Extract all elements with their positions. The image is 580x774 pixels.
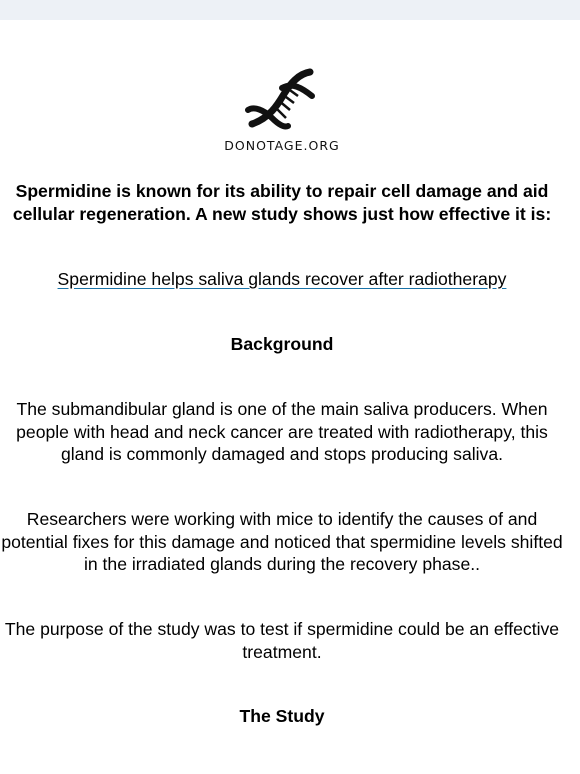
- study-link-container: [0, 268, 564, 291]
- paragraph-3: The purpose of the study was to test if spermidine could be an effective treatment.: [4, 619, 560, 662]
- article-headline: Spermidine is known for its ability to repair cell damage and aid cellular regeneration. A new study shows just how effective it is:: [12, 181, 552, 224]
- logo-text: DONOTAGE.ORG: [224, 138, 340, 153]
- paragraph-1: The submandibular gland is one of the main saliva producers. When people with head and neck cancer are treated with radiotherapy, this gland is commonly damaged and stops producing saliva.: [16, 399, 548, 464]
- study-link[interactable]: Spermidine helps saliva glands recover after radiotherapy: [57, 269, 507, 289]
- background-heading: Background: [230, 334, 334, 354]
- dna-icon: [242, 66, 322, 136]
- brand-logo[interactable]: [0, 66, 564, 153]
- study-heading: The Study: [239, 706, 325, 726]
- paragraph-2: Researchers were working with mice to identify the causes of and potential fixes for this damage and noticed that spermidine levels shifted in the irradiated glands during the recovery phase..: [1, 509, 563, 574]
- top-bar: [0, 0, 580, 20]
